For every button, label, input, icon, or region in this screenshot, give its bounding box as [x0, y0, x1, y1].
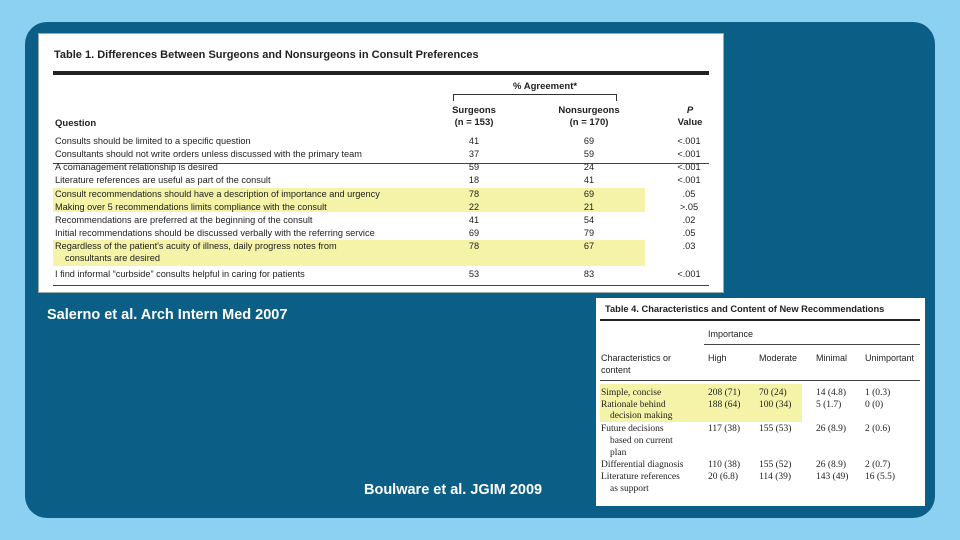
table1-question: Regardless of the patient's acuity of illness, daily progress notes from — [55, 241, 337, 251]
table1-p: <.001 — [677, 149, 701, 159]
table4-minimal: 26 (8.9) — [816, 460, 847, 470]
table4-group-header: Importance — [708, 329, 754, 339]
table1-group-header: % Agreement* — [513, 81, 578, 92]
table4-unimportant: 2 (0.6) — [865, 424, 891, 434]
table4-char: Differential diagnosis — [601, 460, 684, 470]
table4-col-minimal: Minimal — [816, 353, 848, 363]
table1-nonsurgeons: 24 — [583, 162, 595, 172]
table1-surgeons: 41 — [468, 136, 480, 146]
table4-high: 208 (71) — [708, 388, 741, 398]
table1-p: <.001 — [677, 175, 701, 185]
table4-minimal: 14 (4.8) — [816, 388, 847, 398]
table4-group-rule — [704, 344, 920, 345]
table4-unimportant: 16 (5.5) — [865, 472, 896, 482]
citation-salerno: Salerno et al. Arch Intern Med 2007 — [47, 307, 288, 323]
table1-nonsurgeons: 54 — [583, 215, 595, 225]
table1-image — [38, 33, 724, 293]
table4-char-cont: as support — [610, 484, 649, 494]
table1-p: .02 — [682, 215, 696, 225]
table1-surgeons: 22 — [468, 202, 480, 212]
table1-p: .03 — [682, 241, 696, 251]
table1-question-cont: consultants are desired — [65, 253, 160, 263]
table1-p: .05 — [682, 189, 696, 199]
table1-nonsurgeons: 83 — [583, 269, 595, 279]
table1-p: .05 — [682, 228, 696, 238]
table1-col-question: Question — [55, 118, 97, 129]
table1-surgeons: 69 — [468, 228, 480, 238]
table4-col-high: High — [708, 353, 727, 363]
table4-image — [596, 298, 925, 506]
table4-char: Rationale behind — [601, 400, 666, 410]
table1-group-bracket — [453, 94, 617, 101]
table4-header-rule — [600, 380, 920, 381]
citation-boulware: Boulware et al. JGIM 2009 — [364, 482, 543, 498]
table1-col-surgeons-n: (n = 153) — [454, 117, 494, 128]
table4-char-cont: decision making — [610, 411, 673, 421]
table4-col-unimportant: Unimportant — [865, 353, 915, 363]
table1-question: I find informal “curbside” consults helpful in caring for patients — [55, 269, 305, 279]
table4-unimportant: 2 (0.7) — [865, 460, 891, 470]
table4-char: Literature references — [601, 472, 680, 482]
table4-high: 117 (38) — [708, 424, 741, 434]
table4-minimal: 26 (8.9) — [816, 424, 847, 434]
table4-moderate: 100 (34) — [759, 400, 792, 410]
table4-char: Simple, concise — [601, 388, 662, 398]
table1-question: Initial recommendations should be discussed verbally with the referring service — [55, 228, 375, 238]
table1-nonsurgeons: 69 — [583, 189, 595, 199]
table1-question: Consultants should not write orders unless discussed with the primary team — [55, 149, 362, 159]
table1-surgeons: 18 — [468, 175, 480, 185]
table1-nonsurgeons: 69 — [583, 136, 595, 146]
table4-high: 20 (6.8) — [708, 472, 739, 482]
table4-minimal: 143 (49) — [816, 472, 849, 482]
table4-col-char2: content — [601, 365, 631, 375]
table4-char-cont2: plan — [610, 448, 627, 458]
table1-surgeons: 59 — [468, 162, 480, 172]
table1-col-p: P — [686, 105, 694, 116]
table1-p: <.001 — [677, 269, 701, 279]
table4-high: 110 (38) — [708, 460, 741, 470]
table1-surgeons: 78 — [468, 241, 480, 251]
table1-p: <.001 — [677, 136, 701, 146]
table1-nonsurgeons: 41 — [583, 175, 595, 185]
table4-high: 188 (64) — [708, 400, 741, 410]
table4-moderate: 114 (39) — [759, 472, 792, 482]
table1-col-value: Value — [677, 117, 703, 128]
table1-top-rule — [53, 71, 709, 75]
table4-top-rule — [600, 319, 920, 321]
table1-col-nonsurgeons-n: (n = 170) — [569, 117, 609, 128]
table1-col-nonsurgeons: Nonsurgeons — [558, 105, 620, 116]
table1-nonsurgeons: 79 — [583, 228, 595, 238]
table4-minimal: 5 (1.7) — [816, 400, 842, 410]
table1-question: Literature references are useful as part of the consult — [55, 175, 271, 185]
table4-moderate: 155 (52) — [759, 460, 792, 470]
table1-surgeons: 53 — [468, 269, 480, 279]
table4-char-cont: based on current — [610, 436, 673, 446]
table4-moderate: 155 (53) — [759, 424, 792, 434]
table1-nonsurgeons: 21 — [583, 202, 595, 212]
table1-question: Recommendations are preferred at the beginning of the consult — [55, 215, 313, 225]
table1-nonsurgeons: 67 — [583, 241, 595, 251]
table1-question: Consults should be limited to a specific question — [55, 136, 251, 146]
table1-p: >.05 — [679, 202, 699, 212]
table4-unimportant: 0 (0) — [865, 400, 884, 410]
table4-moderate: 70 (24) — [759, 388, 787, 398]
table1-p: <.001 — [677, 162, 701, 172]
table1-question: Making over 5 recommendations limits compliance with the consult — [55, 202, 327, 212]
table1-question: A comanagement relationship is desired — [55, 162, 218, 172]
table1-title: Table 1. Differences Between Surgeons and Nonsurgeons in Consult Preferences — [54, 49, 479, 61]
table4-unimportant: 1 (0.3) — [865, 388, 891, 398]
table4-col-moderate: Moderate — [759, 353, 798, 363]
table1-surgeons: 41 — [468, 215, 480, 225]
table1-nonsurgeons: 59 — [583, 149, 595, 159]
table1-surgeons: 78 — [468, 189, 480, 199]
table1-question: Consult recommendations should have a description of importance and urgency — [55, 189, 380, 199]
table4-col-char: Characteristics or — [601, 353, 672, 363]
table4-char: Future decisions — [601, 424, 664, 434]
table4-title: Table 4. Characteristics and Content of New Recommendations — [605, 304, 885, 314]
table1-col-surgeons: Surgeons — [452, 105, 496, 116]
table1-surgeons: 37 — [468, 149, 480, 159]
table1-bottom-rule — [53, 285, 709, 286]
